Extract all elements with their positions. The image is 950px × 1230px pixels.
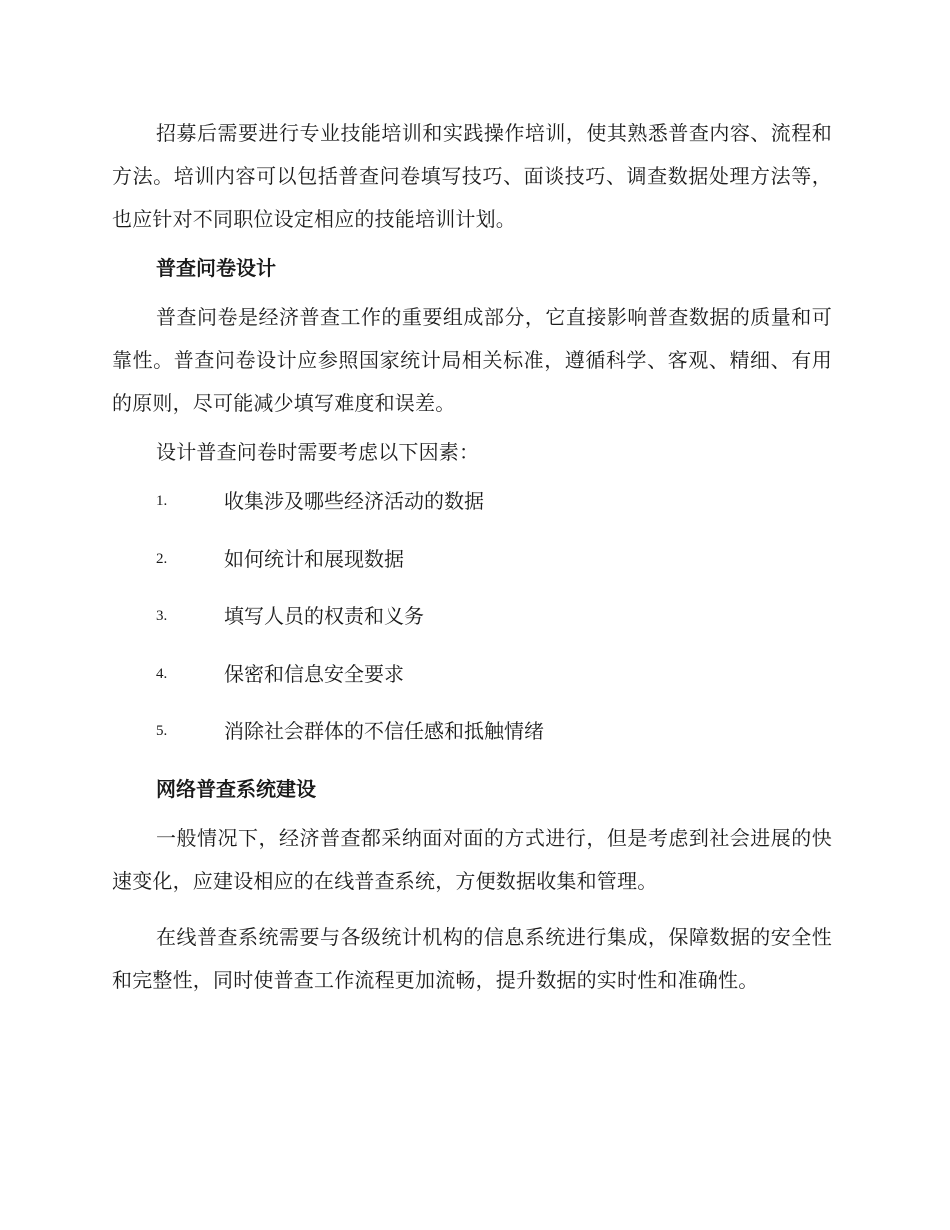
paragraph-factors-intro: 设计普查问卷时需要考虑以下因素：	[156, 440, 480, 464]
list-item	[112, 653, 832, 711]
heading-questionnaire-design: 普查问卷设计	[156, 256, 276, 280]
list-item-text: 保密和信息安全要求	[224, 661, 404, 686]
paragraph-training: 招募后需要进行专业技能培训和实践操作培训，使其熟悉普查内容、流程和方法。培训内容可以包括普查问卷填写技巧、面谈技巧、调查数据处理方法等，也应针对不同职位设定相应的技能培训计划。	[112, 121, 832, 231]
factors-list	[112, 480, 832, 768]
list-item-number: 5.	[156, 723, 168, 740]
list-item	[112, 480, 832, 538]
paragraph-integration: 在线普查系统需要与各级统计机构的信息系统进行集成，保障数据的安全性和完整性，同时使普查工作流程更加流畅，提升数据的实时性和准确性。	[112, 924, 832, 992]
list-item	[112, 710, 832, 768]
list-item-text: 如何统计和展现数据	[224, 546, 404, 571]
list-item-text: 收集涉及哪些经济活动的数据	[224, 489, 484, 513]
document-body	[112, 112, 832, 1002]
list-item	[112, 538, 832, 596]
list-item-number: 2.	[156, 550, 168, 567]
paragraph-questionnaire: 普查问卷是经济普查工作的重要组成部分，它直接影响普查数据的质量和可靠性。普查问卷设计应参照国家统计局相关标准，遵循科学、客观、精细、有用的原则，尽可能减少填写难度和误差。	[112, 305, 832, 415]
list-item-number: 3.	[156, 608, 168, 625]
list-item-text: 填写人员的权责和义务	[224, 604, 424, 629]
list-item-number: 4.	[156, 665, 168, 682]
paragraph-online-system: 一般情况下，经济普查都采纳面对面的方式进行，但是考虑到社会进展的快速变化，应建设相应的在线普查系统，方便数据收集和管理。	[112, 825, 832, 893]
list-item-text: 消除社会群体的不信任感和抵触情绪	[224, 719, 544, 744]
heading-network-system: 网络普查系统建设	[156, 776, 316, 801]
list-item	[112, 595, 832, 653]
list-item-number: 1.	[156, 493, 168, 509]
